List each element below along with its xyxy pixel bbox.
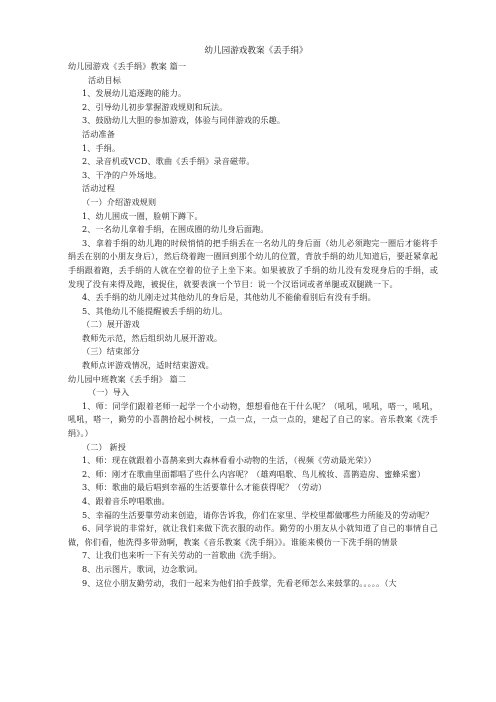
paragraph: 5、幸福的生活要靠劳动来创造，请你告诉我，你们在家里、学校里都做哪些力所能及的劳动呢？	[82, 509, 434, 520]
page-title: 幼儿园游戏教案《丢手绢》	[204, 46, 308, 56]
paragraph: 1、师：现在就跟着小喜鹊来到大森林看看小动物的生活，（视频《劳动最光荣》）	[82, 455, 376, 466]
section-heading: 幼儿园游戏《丢手绢》教案 篇一	[68, 61, 187, 71]
paragraph: 2、一名幼儿拿着手绢，在围成圈的幼儿身后面跑。	[82, 224, 269, 235]
paragraph: 3、师：歌曲的最后唱到幸福的生活要靠什么才能获得呢？（劳动）	[82, 482, 327, 493]
paragraph: 1、师：同学们跟着老师一起学一个小动物，想想看他在干什么呢？（吼吼，吼吼，嗒一，吼吼，吼吼，嗒一，勤劳的小喜鹊拾起小树枝，一点一点，一点一点的，建起了自己的家。音乐教案《洗手绢》。）	[68, 400, 438, 439]
section-heading: 幼儿园中班教案《丢手绢》 篇二	[68, 373, 187, 384]
paragraph: 2、引导幼儿初步掌握游戏规则和玩法。	[82, 101, 228, 112]
document-body	[68, 60, 438, 590]
section-heading: 活动目标	[88, 74, 121, 85]
paragraph: 2、师：刚才在歌曲里面都唱了些什么内容呢？（雄鸡唱歌、鸟儿梳妆、喜鹊造房、蜜蜂采蜜）	[82, 468, 426, 479]
paragraph: 8、出示图片，歌词，边念歌词。	[82, 563, 203, 574]
section-heading: （三）结束部分	[82, 346, 140, 357]
paragraph: 活动准备	[82, 128, 115, 139]
paragraph: 5、其他幼儿不能提醒被丢手绢的幼儿。	[82, 305, 228, 316]
paragraph: 4、丢手绢的幼儿刚走过其他幼儿的身后是，其他幼儿不能偷看别后有没有手绢。	[82, 292, 376, 303]
paragraph: 教师先示范，然后组织幼儿展开游戏。	[82, 332, 223, 343]
paragraph: 1、手绢。	[82, 142, 121, 153]
paragraph: 2、录音机或VCD、歌曲《丢手绢》录音磁带。	[82, 156, 255, 167]
paragraph: 4、跟着音乐哼唱歌曲。	[82, 496, 170, 506]
paragraph: 7、让我们也来听一下有关劳动的一首歌曲《洗手绢》。	[82, 550, 282, 561]
paragraph: 3、鼓励幼儿大胆的参加游戏，体验与同伴游戏的乐趣。	[82, 115, 286, 126]
section-heading: （二） 新授	[82, 441, 126, 452]
section-heading: （一）介绍游戏规则	[82, 196, 157, 207]
paragraph: 3、拿着手绢的幼儿跑的时候悄悄的把手绢丢在一名幼儿的身后面（幼儿必须跑完一圈后才能将手绢丢在别的小朋友身后），然后绕着跑一圈回到那个幼儿的位置，背放手绢的幼儿知道后，要赶紧拿起手绢跟着跑，丢手绢的人就在空着的位子上坐下来。如果被放了手绢的幼儿没有发现身后的手绢，或发现了没有来得及跑，被捉住，就要表演一个节目：说一个汉语词或者单腿或双腿跳一下。	[68, 237, 438, 289]
paragraph: 6、同学说的非常好，就让我们来做下洗衣服的动作。勤劳的小朋友从小就知道了自己的事情自己做，你们看，他洗得多带劲啊，教案《音乐教案《洗手绢》》。谁能来模仿一下洗手绢的情景	[68, 523, 438, 547]
paragraph: 9、这位小朋友勤劳动，我们一起来为他们拍手鼓掌，先看老师怎么来鼓掌的。。。。。（大	[82, 577, 397, 588]
paragraph: 1、发展幼儿追逐跑的能力。	[82, 88, 187, 99]
paragraph: 教师点评游戏情况，适时结束游戏。	[82, 360, 214, 371]
paragraph: 3、干净的户外场地。	[82, 169, 162, 180]
paragraph: 1、幼儿围成一圈，脸朝下蹲下。	[82, 210, 203, 221]
paragraph: 活动过程	[82, 183, 115, 194]
section-heading: （二）展开游戏	[82, 319, 140, 330]
section-heading: （一）导入	[88, 387, 130, 398]
